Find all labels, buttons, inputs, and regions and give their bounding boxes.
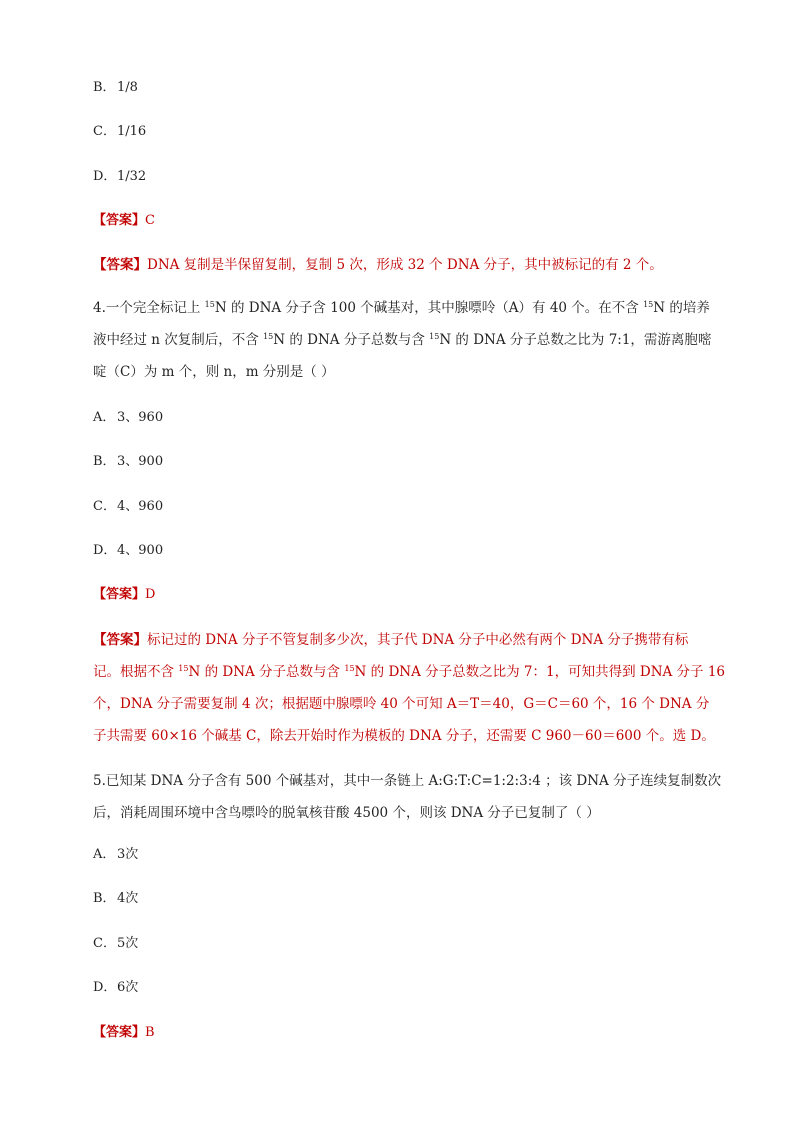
- q4-option-a: A． 3、960: [93, 410, 164, 425]
- analysis-tag: 【答案】: [93, 632, 147, 648]
- q3-option-d: D．1/32: [93, 169, 147, 184]
- analysis-tag: 【答案】: [93, 257, 147, 273]
- q4-stem: 4.一个完全标记上 $^{15}$N 的 DNA 分子含 100 个碱基对，其中腺嘌呤（A）有 40 个。在不含 $^{15}$N 的培养 液中经过 n 次复制后，不含 $^{15}$N 的 DNA 分子总数与含 $^{15}$N 的 DNA 分子总数之比为 7:1，需游离胞嘧 啶（C）为 m 个，则 n，m 分别是（ ）: [93, 300, 712, 380]
- q5-answer: 【答案】B: [93, 1025, 155, 1040]
- q5-option-b: B．4次: [93, 891, 139, 906]
- answer-tag: 【答案】: [93, 587, 146, 602]
- q5-stem: 5.已知某 DNA 分子含有 500 个碱基对，其中一条链上 A:G:T:C=1:2:3:4 ；该 DNA 分子连续复制数次 后，消耗周围环境中含鸟嘌呤的脱氧核苷酸 4500 个，则该 DNA 分子已复制了（ ）: [93, 773, 722, 821]
- answer-tag: 【答案】: [93, 213, 146, 228]
- q3-option-b: B．1/8: [93, 80, 138, 95]
- q4-analysis: 【答案】标记过的 DNA 分子不管复制多少次，其子代 DNA 分子中必然有两个 DNA 分子携带有标 记。根据不含 $^{15}$N 的 DNA 分子总数与含 $^{15}$N 的 DNA 分子总数之比为 7：1，可知共得到 DNA 分子 16 个，DNA 分子需要复制 4 次；根据题中腺嘌呤 40 个可知 A＝T＝40，G＝C＝60 个，16 个 DNA 分 子共需要 60×16 个碱基 C，除去开始时作为模板的 DNA 分子，还需要 C 960－60＝600 个。选 D。: [93, 632, 726, 744]
- q3-option-c: C．1/16: [93, 124, 147, 139]
- q3-answer: 【答案】C: [93, 213, 155, 228]
- q5-option-d: D．6次: [93, 980, 139, 995]
- q4-answer: 【答案】D: [93, 587, 156, 602]
- q4-option-c: C．4、960: [93, 499, 164, 514]
- q4-option-d: D．4、900: [93, 543, 164, 558]
- q5-option-a: A． 3次: [93, 847, 139, 862]
- q3-analysis: 【答案】DNA 复制是半保留复制，复制 5 次，形成 32 个 DNA 分子，其中被标记的有 2 个。: [93, 257, 663, 273]
- q4-option-b: B．3、900: [93, 454, 164, 469]
- answer-tag: 【答案】: [93, 1025, 146, 1040]
- q5-option-c: C．5次: [93, 936, 139, 951]
